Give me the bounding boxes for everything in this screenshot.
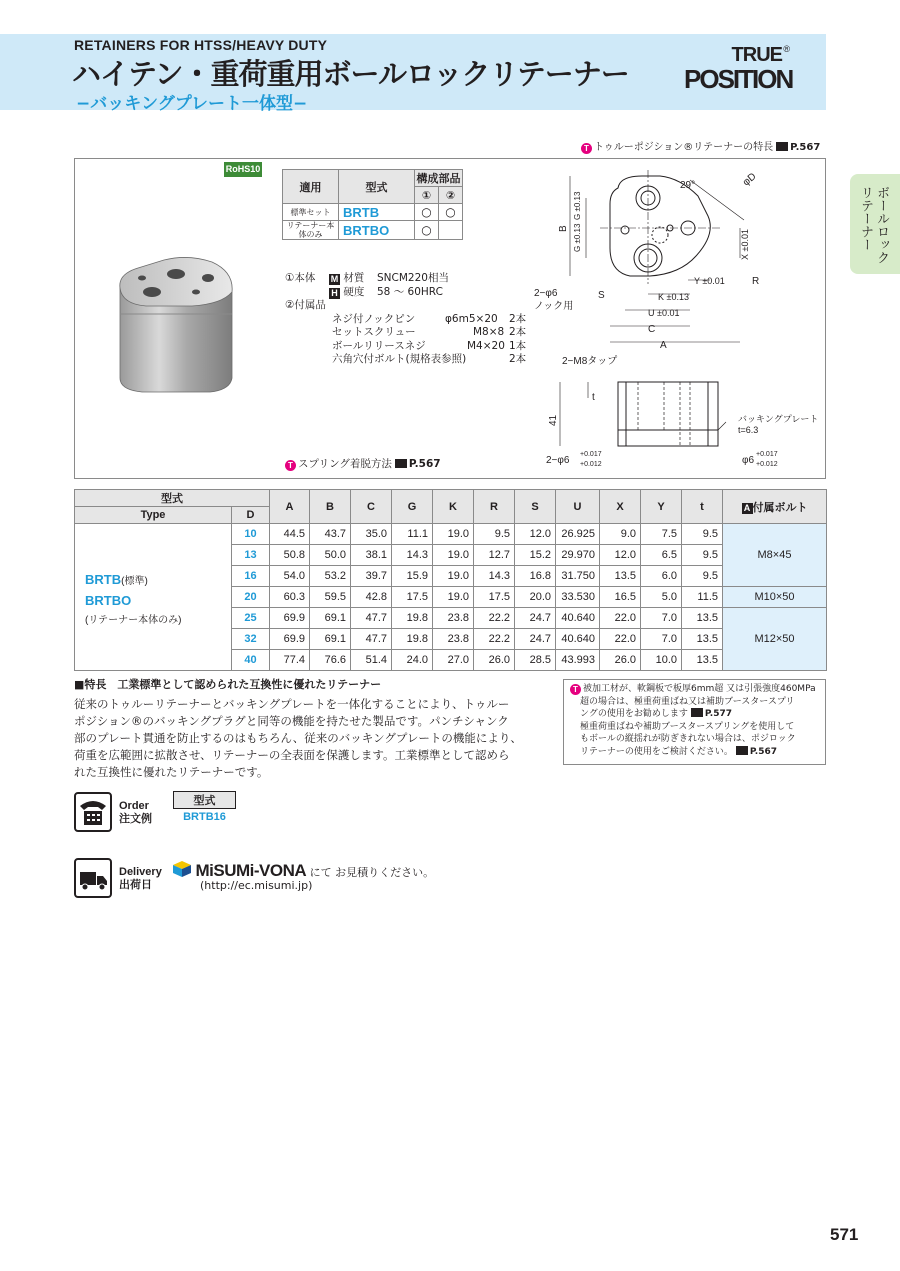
page-ref[interactable]: P.577	[688, 709, 732, 719]
col-usage: 適用	[283, 170, 339, 204]
page-ref: P.567	[773, 142, 820, 153]
misumi-cube-icon	[172, 860, 192, 878]
svg-text:t: t	[592, 392, 595, 403]
usage-note: T 被加工材が、軟鋼板で板厚6mm超 又は引張強度460MPa 超の場合は、極重荷重ばね又は補助ブースタースプリ ングの使用をお勧めします P.577 極重荷重ばねや補助ブースタースプリングを使用して もボールの縦揺れが防ぎきれない場合は、ポジロック リテーナーの使用をご検討ください。 P.567	[563, 679, 826, 765]
header-bolt: A 付属ボルト	[723, 490, 827, 524]
side-tab-line2: リテーナー	[858, 186, 873, 251]
misumi-vona-brand: MiSUMi-VONA	[195, 861, 307, 880]
svg-text:2−φ6: 2−φ6	[546, 455, 570, 466]
svg-text:+0.017: +0.017	[756, 451, 778, 458]
misumi-url[interactable]: (http://ec.misumi.jp)	[200, 879, 313, 892]
features-heading: ■特長 工業標準として認められた互換性に優れたリテーナー	[74, 678, 382, 691]
table-row: 32 69.9 69.1 47.7 19.8 23.8 22.2 24.7 40.640 22.0 7.0 13.5	[75, 629, 827, 650]
features-body: 従来のトゥルーリテーナーとバッキングプレートを一体化することにより、トゥルー ポジション®のバッキングプラグと同等の機能を持たせた製品です。パンチシャンク 部のプレート貫通を防止するのはもちろん、従来のバッキングプレートの機能により、 荷重を広範囲に拡散させ、リテーナーの全表面を保護します。工業標準として認めら れた互換性に優れたリテーナーです。	[74, 697, 522, 779]
svg-text:t=6.3: t=6.3	[738, 425, 759, 435]
svg-text:+0.012: +0.012	[580, 461, 602, 468]
table-row: リテーナー本体のみ BRTBO ○	[283, 221, 463, 240]
page-number: 571	[830, 1225, 859, 1244]
svg-text:B: B	[558, 225, 569, 232]
svg-text:φD: φD	[740, 171, 759, 189]
feature-reference[interactable]: T トゥルーポジション®リテーナーの特長 P.567	[581, 138, 820, 154]
svg-text:+0.017: +0.017	[580, 451, 602, 458]
table-row: 16 54.0 53.2 39.7 15.9 19.0 14.3 16.8 31.750 13.5 6.0 9.5	[75, 566, 827, 587]
page-subtitle: −バッキングプレート一体型−	[76, 94, 308, 114]
svg-text:2−φ6: 2−φ6	[534, 288, 558, 299]
svg-text:φ6: φ6	[742, 455, 755, 466]
svg-text:G ±0.13: G ±0.13	[573, 191, 582, 220]
svg-text:A: A	[660, 340, 667, 351]
order-example-value: BRTB16	[183, 811, 226, 824]
side-tab-line1: ボールロック	[874, 186, 889, 264]
col-part-1: ①	[415, 187, 439, 204]
page-title: ハイテン・重荷重用ボールロックリテーナー	[72, 57, 629, 91]
delivery-truck-icon	[74, 858, 112, 898]
knock-hole	[621, 226, 629, 234]
side-view-outline	[618, 382, 718, 446]
title-english: RETAINERS FOR HTSS/HEAVY DUTY	[74, 37, 328, 53]
col-model: 型式	[339, 170, 415, 204]
svg-text:C: C	[648, 324, 656, 335]
svg-text:2−M8タップ: 2−M8タップ	[562, 356, 618, 367]
table-row: 40 77.4 76.6 51.4 24.0 27.0 26.0 28.5 43.993 26.0 10.0 13.5	[75, 650, 827, 671]
bolt-cell: M10×50	[723, 587, 827, 608]
delivery-label: Delivery 出荷日	[119, 866, 162, 891]
svg-text:R: R	[752, 276, 760, 287]
svg-text:K ±0.13: K ±0.13	[658, 292, 689, 302]
order-phone-icon	[74, 792, 112, 832]
table-row: 20 60.3 59.5 42.8 17.5 19.0 17.5 20.0 33.530 16.5 5.0 11.5 M10×50	[75, 587, 827, 608]
product-image	[112, 252, 240, 400]
table-row: 標準セット BRTB ○ ○	[283, 204, 463, 221]
svg-text:X ±0.01: X ±0.01	[740, 229, 750, 260]
table-row: 13 50.8 50.0 38.1 14.3 19.0 12.7 15.2 29.970 12.0 6.5 9.5	[75, 545, 827, 566]
true-position-logo: TRUE ® POSITION	[684, 44, 793, 94]
svg-text:+0.012: +0.012	[756, 461, 778, 468]
spring-reference[interactable]: T スプリング着脱方法 P.567	[285, 456, 441, 471]
svg-text:29°: 29°	[680, 180, 696, 191]
page-ref[interactable]: P.567	[733, 747, 777, 757]
specifications: ①本体 M 材質 SNCM220相当 H 硬度 58 ～ 60HRC ②付属品 ネジ付ノックピン φ6m5×20 2本 セットスクリュー M8×8 2本 ボールリリースネジ M4×20 1本 六角穴付ボルト(規格表参照) 2本	[285, 272, 527, 365]
tip-icon: T	[570, 684, 581, 695]
bolt-cell: M8×45	[723, 524, 827, 587]
side-index-tab[interactable]	[850, 174, 900, 274]
table-row: BRTB(標準) BRTBO (リテーナー本体のみ) 10 44.5 43.7 35.0 11.1 19.0 9.5 12.0 26.925 9.0 7.5 9.5 M8×45	[75, 524, 827, 545]
components-table	[282, 169, 463, 240]
col-parts: 構成部品	[415, 170, 463, 187]
header-type: 型式	[75, 490, 270, 507]
misumi-vona-link[interactable]: MiSUMi-VONA にて お見積りください。	[172, 860, 434, 881]
svg-text:バッキングプレート: バッキングプレート	[738, 414, 819, 424]
material-icon: M	[330, 274, 339, 284]
tip-icon: T	[285, 460, 296, 471]
page-ref: P.567	[392, 458, 441, 470]
order-label: Order 注文例	[119, 800, 152, 825]
bolt-cell: M12×50	[723, 608, 827, 671]
svg-text:G ±0.13: G ±0.13	[573, 223, 582, 252]
technical-drawing	[530, 160, 826, 476]
svg-text:Y ±0.01: Y ±0.01	[694, 276, 725, 286]
svg-text:U ±0.01: U ±0.01	[648, 308, 680, 318]
order-example-table: 型式 BRTB16	[173, 791, 236, 826]
svg-text:41: 41	[548, 414, 559, 426]
hardness-icon: H	[329, 288, 340, 299]
dimensions-table: 型式 A B C G K R S U X Y t A 付属ボルト Type D BRTB(標準) BRTBO (リテーナー本体のみ) 10 44.5 43.7 35.0 11.1 19.0 9.5 12.0 26.925 9.0 7.5 9.5 M8×45 13 50.8 50.0 38.1 14.3 19.0 12.7 15.2 29.970 12.0 6.5 9.5 16 54.0 53.2 39.7 15.9 19.0 14.3 16.8 31.750 13.5 6.0 9.5 20 60.3 59.5 42.8 17.5 19.0 17.5 20.0 33.530 16.5 5.0 11.5 M10×50 25 69.9 69.1 47.7 19.8 23.8 22.2 24.7 40.640 22.0 7.0 13.5 M12×50 32 69.9 69.1 47.7 19.8 23.8 22.2 24.7 40.640 22.0 7.0 13.5 40 77.4 76.6 51.4 24.0 27.0 26.0 28.5 43.993 26.0 10.0 13.5	[74, 489, 827, 671]
table-row: 25 69.9 69.1 47.7 19.8 23.8 22.2 24.7 40.640 22.0 7.0 13.5 M12×50	[75, 608, 827, 629]
rohs-badge: RoHS10	[224, 162, 262, 177]
svg-text:ノック用: ノック用	[534, 301, 574, 312]
type-cell: BRTB(標準) BRTBO (リテーナー本体のみ)	[75, 524, 232, 671]
tip-icon: T	[581, 143, 592, 154]
svg-text:S: S	[598, 290, 605, 301]
col-part-2: ②	[439, 187, 463, 204]
